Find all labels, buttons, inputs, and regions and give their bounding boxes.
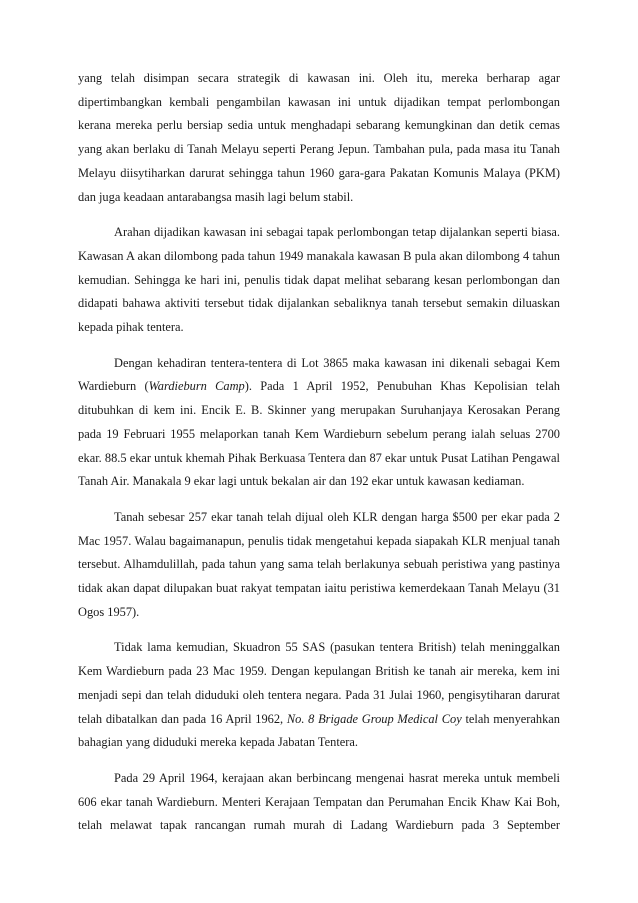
paragraph-3-text-b: ). Pada 1 April 1952, Penubuhan Khas Kepolisian telah ditubuhkan di kem ini. Encik E. B. Skinner yang merupakan Suruhanjaya Kerosakan Perang pada 19 Februari 1955 melaporkan tanah Kem Wardieburn sebelum perang ialah seluas 2700 ekar. 88.5 ekar untuk khemah Pihak Berkuasa Tentera dan 87 ekar untuk Pusat Latihan Pengawal Tanah Air. Manakala 9 ekar lagi untuk bekalan air dan 192 ekar untuk kawasan kediaman. bbox=[78, 379, 560, 489]
paragraph-1 bbox=[78, 67, 560, 209]
paragraph-3-italic-camp-name: Wardieburn Camp bbox=[148, 379, 245, 394]
paragraph-5-text-b: telah menyerahkan bahagian yang diduduki mereka kepada Jabatan Tentera. bbox=[78, 711, 560, 750]
paragraph-3-text-a: Dengan kehadiran tentera-tentera di Lot 3865 maka kawasan ini dikenali sebagai Kem Wardieburn ( bbox=[78, 355, 560, 394]
body-text bbox=[78, 67, 560, 850]
paragraph-3 bbox=[78, 352, 560, 494]
paragraph-4-text: Tanah sebesar 257 ekar tanah telah dijual oleh KLR dengan harga $500 per ekar pada 2 Mac 1957. Walau bagaimanapun, penulis tidak mengetahui kepada siapakah KLR menjual tanah tersebut. Alhamdulillah, pada tahun yang sama telah berlakunya sebuah peristiwa yang pastinya tidak akan dapat dilupakan buat rakyat tempatan iaitu peristiwa kemerdekaan Tanah Melayu (31 Ogos 1957). bbox=[78, 509, 560, 619]
paragraph-2-text: Arahan dijadikan kawasan ini sebagai tapak perlombongan tetap dijalankan seperti biasa. Kawasan A akan dilombong pada tahun 1949 manakala kawasan B pula akan dilombong 4 tahun kemudian. Sehingga ke hari ini, penulis tidak dapat melihat sebarang kesan perlombongan dan didapati bahawa aktiviti tersebut tidak dijalankan sebaliknya tanah tersebut semakin diluaskan kepada pihak tentera. bbox=[78, 225, 560, 335]
paragraph-5-italic-unit-name: No. 8 Brigade Group Medical Coy bbox=[286, 711, 462, 726]
paragraph-1-text: yang telah disimpan secara strategik di kawasan ini. Oleh itu, mereka berharap agar dipertimbangkan kembali pengambilan kawasan ini untuk dijadikan tempat perlombongan kerana mereka perlu bersiap sedia untuk menghadapi sebarang kemungkinan dan detik cemas yang akan berlaku di Tanah Melayu seperti Perang Jepun. Tambahan pula, pada masa itu Tanah Melayu diisytiharkan darurat sehingga tahun 1960 gara-gara Pakatan Komunis Malaya (PKM) dan juga keadaan antarabangsa masih lagi belum stabil. bbox=[78, 71, 560, 204]
paragraph-4 bbox=[78, 506, 560, 625]
paragraph-5 bbox=[78, 636, 560, 755]
paragraph-6 bbox=[78, 767, 560, 838]
paragraph-2 bbox=[78, 221, 560, 340]
paragraph-6-text: Pada 29 April 1964, kerajaan akan berbincang mengenai hasrat mereka untuk membeli 606 ekar tanah Wardieburn. Menteri Kerajaan Tempatan dan Perumahan Encik Khaw Kai Boh, telah melawat tapak rancangan rumah murah di Ladang Wardieburn pada 3 September bbox=[78, 770, 560, 833]
paragraph-5-text-a: Tidak lama kemudian, Skuadron 55 SAS (pasukan tentera British) telah meninggalkan Kem Wardieburn pada 23 Mac 1959. Dengan kepulangan British ke tanah air mereka, kem ini menjadi sepi dan telah diduduki oleh tentera negara. Pada 31 Julai 1960, pengisytiharan darurat telah dibatalkan dan pada 16 April 1962, bbox=[78, 640, 560, 726]
